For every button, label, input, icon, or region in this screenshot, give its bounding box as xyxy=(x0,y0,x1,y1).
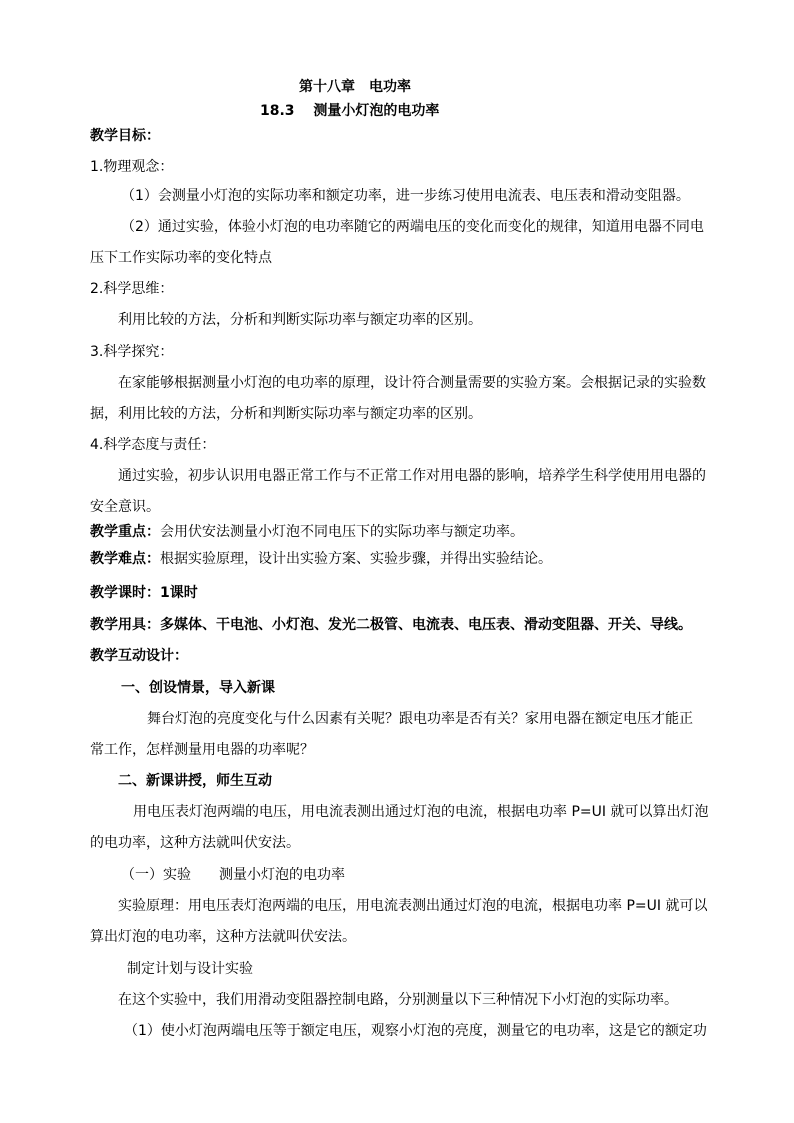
obj3-line2: 据，利用比较的方法，分析和判断实际功率与额定功率的区别。 xyxy=(90,406,482,422)
experiment-heading: （一）实验 测量小灯泡的电功率 xyxy=(121,867,345,883)
obj4-line2: 安全意识。 xyxy=(90,499,160,515)
obj4-line1: 通过实验，初步认识用电器正常工作与不正常工作对用电器的影响，培养学生科学使用用电器的 xyxy=(118,468,706,484)
part1-line2: 常工作，怎样测量用电器的功率呢？ xyxy=(90,742,314,758)
difficulty xyxy=(90,550,705,568)
chapter-title: 第十八章 电功率 xyxy=(299,79,411,95)
step1-line1: （1）使小灯泡两端电压等于额定电压，观察小灯泡的亮度，测量它的电功率，这是它的额定功 xyxy=(124,1023,707,1039)
difficulty-label: 教学难点： xyxy=(90,551,160,567)
plan-heading: 制定计划与设计实验 xyxy=(127,961,253,977)
plan-text: 在这个实验中，我们用滑动变阻器控制电路，分别测量以下三种情况下小灯泡的实际功率。 xyxy=(118,992,678,1008)
obj1-item2-line1: （2）通过实验，体验小灯泡的电功率随它的两端电压的变化而变化的规律，知道用电器不同电 xyxy=(121,219,704,235)
obj3-heading: 3.科学探究： xyxy=(90,344,174,360)
part2-line1: 用电压表灯泡两端的电压，用电流表测出通过灯泡的电流，根据电功率 P=UI 就可以算出灯泡 xyxy=(133,804,709,820)
principle-line1: 实验原理：用电压表灯泡两端的电压，用电流表测出通过灯泡的电流，根据电功率 P=UI 就可以 xyxy=(118,898,708,914)
obj2-text: 利用比较的方法，分析和判断实际功率与额定功率的区别。 xyxy=(118,312,482,328)
obj4-heading: 4.科学态度与责任： xyxy=(90,437,216,453)
key-points xyxy=(90,523,705,541)
part1-heading: 一、创设情景，导入新课 xyxy=(121,680,275,696)
objectives-heading: 教学目标： xyxy=(90,128,160,144)
obj1-heading: 1.物理观念： xyxy=(90,159,174,175)
key-points-text: 会用伏安法测量小灯泡不同电压下的实际功率与额定功率。 xyxy=(160,524,524,540)
key-points-label: 教学重点： xyxy=(90,524,160,540)
principle-line2: 算出灯泡的电功率，这种方法就叫伏安法。 xyxy=(90,929,356,945)
part2-heading: 二、新课讲授，师生互动 xyxy=(118,773,272,789)
obj1-item1: （1）会测量小灯泡的实际功率和额定功率，进一步练习使用电流表、电压表和滑动变阻器。 xyxy=(121,188,690,204)
obj2-heading: 2.科学思维： xyxy=(90,281,174,297)
obj3-line1: 在家能够根据测量小灯泡的电功率的原理，设计符合测量需要的实验方案。会根据记录的实验数 xyxy=(118,375,706,391)
interactive-heading: 教学互动设计： xyxy=(90,648,188,664)
difficulty-text: 根据实验原理，设计出实验方案、实验步骤，并得出实验结论。 xyxy=(160,551,552,567)
part1-line1: 舞台灯泡的亮度变化与什么因素有关呢？跟电功率是否有关？家用电器在额定电压才能正 xyxy=(147,711,693,727)
class-hours: 教学课时：1课时 xyxy=(90,585,198,601)
materials: 教学用具：多媒体、干电池、小灯泡、发光二极管、电流表、电压表、滑动变阻器、开关、导线。 xyxy=(90,617,692,633)
obj1-item2-line2: 压下工作实际功率的变化特点 xyxy=(90,250,272,266)
section-title: 18.3 测量小灯泡的电功率 xyxy=(260,103,440,119)
part2-line2: 的电功率，这种方法就叫伏安法。 xyxy=(90,835,300,851)
